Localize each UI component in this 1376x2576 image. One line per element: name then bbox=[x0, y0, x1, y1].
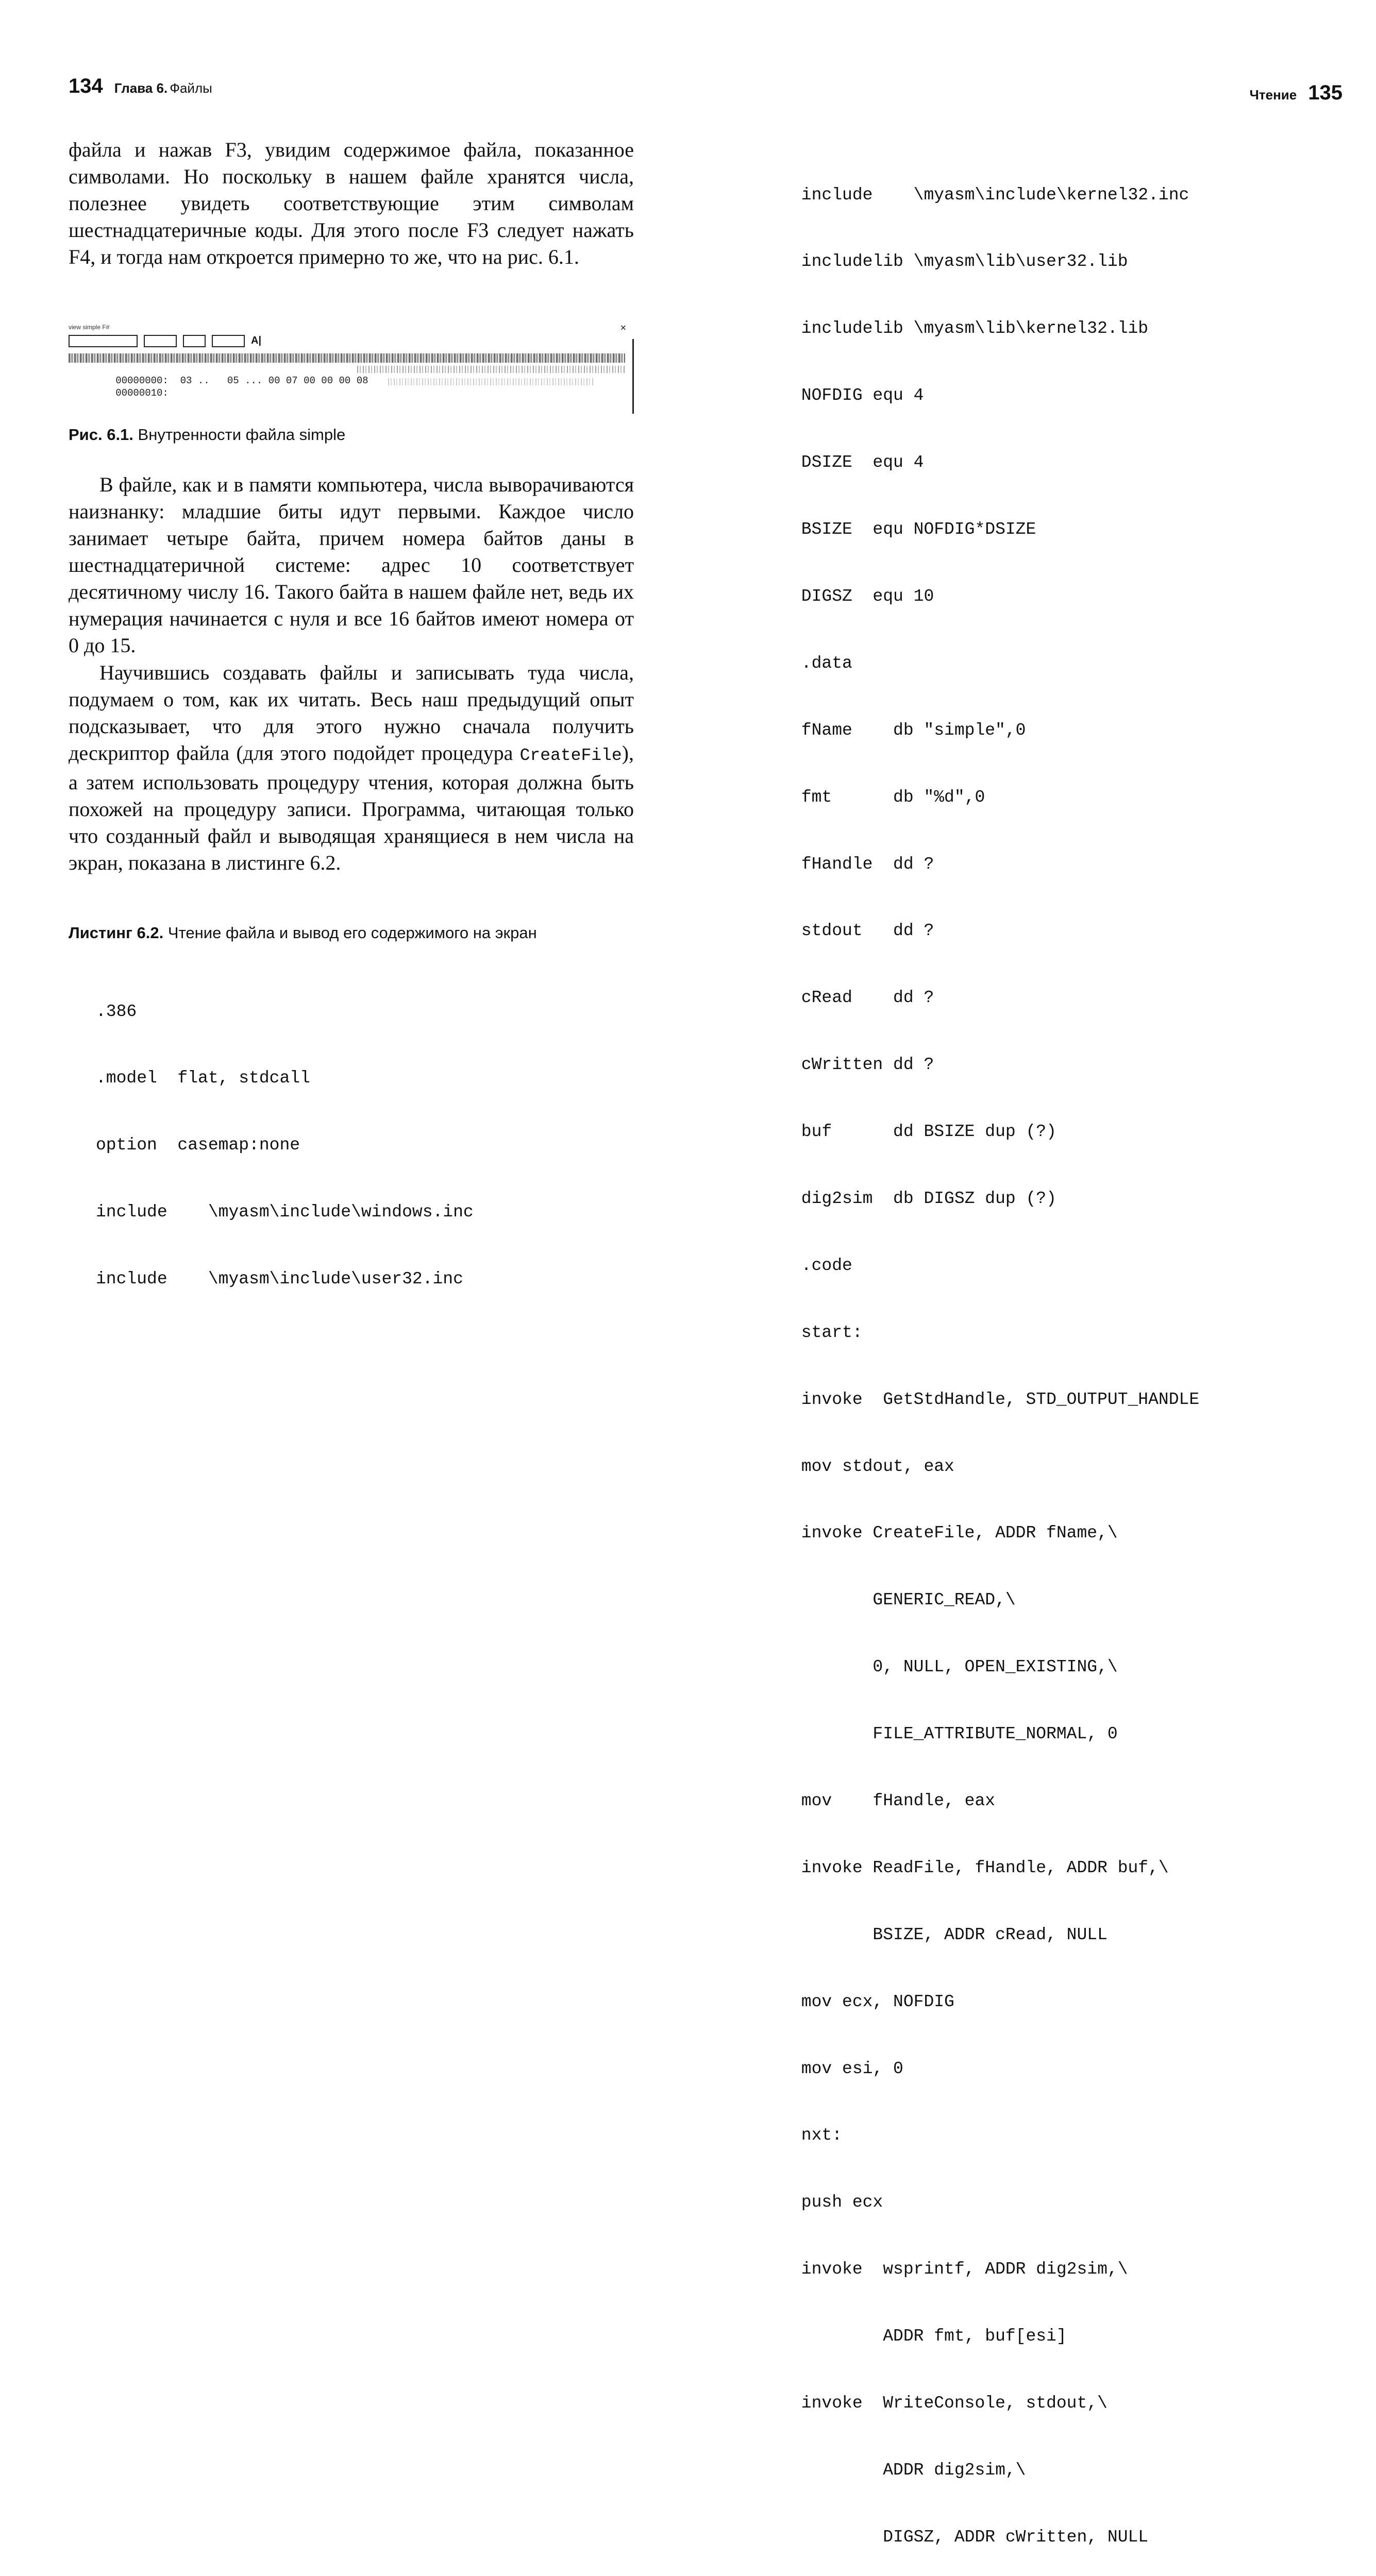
figure-header-ruler bbox=[69, 353, 625, 363]
code-line: DSIZE equ 4 bbox=[791, 453, 924, 472]
code-line: buf dd BSIZE dup (?) bbox=[791, 1122, 1056, 1142]
code-line: invoke ReadFile, fHandle, ADDR buf,\ bbox=[791, 1858, 1169, 1877]
code-line: BSIZE equ NOFDIG*DSIZE bbox=[791, 520, 1036, 539]
chapter-title: Файлы bbox=[170, 80, 212, 96]
figure-caption-text: Внутренности файла simple bbox=[138, 426, 346, 444]
running-header-right bbox=[1250, 81, 1343, 105]
code-line: include \myasm\include\windows.inc bbox=[96, 1202, 474, 1222]
code-line: invoke wsprintf, ADDR dig2sim,\ bbox=[791, 2260, 1128, 2279]
paragraph-2-text: В файле, как и в памяти компьютера, числа выворачиваются наизнанку: младшие биты идут первыми. Каждое число занимает четыре байта, причем номера байтов даны в шестнадцатеричной системе: адрес 10 соответствует десятичному числу 16. Такого байта в нашем файле нет, ведь их нумерация начинается с нуля и все 16 байтов имеют номера от 0 до 15. bbox=[69, 473, 634, 657]
code-line: .model flat, stdcall bbox=[96, 1069, 310, 1088]
code-line: invoke WriteConsole, stdout,\ bbox=[791, 2393, 1107, 2413]
figure-window-title: view simple F# bbox=[69, 324, 110, 331]
paragraph-3-part2: ), а затем использовать процедуру чтения, которая должна быть похожей на процедуру записи. Программа, читающая только что созданный файл и выводящая хранящиеся в нем числа на экран, показана в листинге 6.2. bbox=[69, 741, 634, 874]
code-line: DIGSZ equ 10 bbox=[791, 586, 934, 606]
code-line: fHandle dd ? bbox=[791, 854, 934, 874]
figure-toolbar bbox=[69, 335, 357, 347]
code-line: DIGSZ, ADDR cWritten, NULL bbox=[791, 2527, 1149, 2547]
code-line: mov ecx, NOFDIG bbox=[791, 1992, 954, 2011]
code-line: mov fHandle, eax bbox=[791, 1791, 996, 1810]
code-line: option casemap:none bbox=[96, 1136, 300, 1155]
code-line: .386 bbox=[96, 1002, 137, 1021]
code-line: ADDR fmt, buf[esi] bbox=[791, 2327, 1067, 2346]
code-line: start: bbox=[791, 1323, 863, 1342]
paragraph-3-text bbox=[69, 659, 634, 876]
toolbar-button-icon bbox=[144, 335, 177, 347]
figure-caption bbox=[69, 426, 634, 444]
code-line: includelib \myasm\lib\user32.lib bbox=[791, 252, 1128, 272]
page-number-left: 134 bbox=[69, 75, 103, 97]
running-header-left bbox=[69, 75, 212, 98]
code-line: NOFDIG equ 4 bbox=[791, 386, 924, 405]
code-line: cRead dd ? bbox=[791, 988, 934, 1008]
figure-hex-row bbox=[69, 376, 169, 410]
listing-caption-label: Листинг 6.2. bbox=[69, 924, 164, 942]
code-line: fName db "simple",0 bbox=[791, 720, 1026, 740]
figure-scrollbar bbox=[632, 339, 634, 414]
toolbar-text: A| bbox=[251, 335, 262, 346]
listing-caption-text: Чтение файла и вывод его содержимого на экран bbox=[167, 924, 537, 942]
paragraph-3-part1: Научившись создавать файлы и записывать туда числа, подумаем о том, как их читать. Весь наш предыдущий опыт подсказывает, что для этого нужно сначала получить дескриптор файла (для этого подойдет процедура bbox=[69, 661, 634, 765]
code-line: GENERIC_READ,\ bbox=[791, 1590, 1016, 1610]
paragraph-2 bbox=[69, 471, 634, 659]
left-page bbox=[0, 0, 688, 1289]
code-line: fmt db "%d",0 bbox=[791, 787, 985, 807]
code-line: ADDR dig2sim,\ bbox=[791, 2460, 1026, 2480]
code-line: invoke CreateFile, ADDR fName,\ bbox=[791, 1523, 1118, 1543]
paragraph-1 bbox=[69, 137, 634, 270]
hex-offset: 00000000: bbox=[115, 375, 169, 386]
code-line: push ecx bbox=[791, 2193, 883, 2212]
figure-hex-viewer bbox=[69, 324, 634, 415]
paragraph-1-text: файла и нажав F3, увидим содержимое файла, показанное символами. Но поскольку в нашем файле хранятся числа, полезнее увидеть соответствующие этим символам шестнадцатеричные коды. Для этого после F3 следует нажать F4, и тогда нам откроется примерно то же, что на рис. 6.1. bbox=[69, 138, 634, 268]
page-number-right: 135 bbox=[1308, 81, 1343, 104]
code-line: include \myasm\include\user32.inc bbox=[96, 1269, 463, 1289]
toolbar-button-icon bbox=[212, 335, 245, 347]
hex-offset: 00000010: bbox=[115, 387, 169, 399]
code-line: BSIZE, ADDR cRead, NULL bbox=[791, 1925, 1107, 1944]
code-line: .code bbox=[791, 1256, 852, 1275]
toolbar-button-icon bbox=[69, 335, 138, 347]
code-line: nxt: bbox=[791, 2126, 843, 2145]
code-line: .data bbox=[791, 653, 852, 673]
paragraph-3 bbox=[69, 659, 634, 876]
hex-bytes: 03 .. 05 ... 00 07 00 00 00 08 bbox=[180, 375, 368, 386]
figure-caption-label: Рис. 6.1. bbox=[69, 426, 133, 444]
code-line: 0, NULL, OPEN_EXISTING,\ bbox=[791, 1657, 1118, 1677]
inline-code-createfile: CreateFile bbox=[519, 746, 622, 765]
page-title-right: Чтение bbox=[1249, 87, 1297, 103]
right-page bbox=[688, 0, 1376, 2547]
code-line: stdout dd ? bbox=[791, 921, 934, 941]
code-line: includelib \myasm\lib\kernel32.lib bbox=[791, 319, 1149, 338]
code-line: mov stdout, eax bbox=[791, 1456, 954, 1476]
code-line: mov esi, 0 bbox=[791, 2059, 903, 2078]
code-line: dig2sim db DIGSZ dup (?) bbox=[791, 1189, 1056, 1208]
figure-hex-noise bbox=[357, 366, 625, 373]
code-line: cWritten dd ? bbox=[791, 1055, 934, 1075]
code-line: invoke GetStdHandle, STD_OUTPUT_HANDLE bbox=[791, 1389, 1200, 1409]
code-listing-left bbox=[96, 956, 474, 1335]
figure-hex-noise bbox=[388, 378, 594, 385]
listing-caption bbox=[69, 924, 634, 942]
close-icon: × bbox=[619, 323, 627, 332]
toolbar-button-icon bbox=[183, 335, 206, 347]
code-listing-right bbox=[791, 139, 1199, 2576]
chapter-label: Глава 6. bbox=[114, 80, 168, 96]
code-line: FILE_ATTRIBUTE_NORMAL, 0 bbox=[791, 1724, 1118, 1744]
code-line: include \myasm\include\kernel32.inc bbox=[791, 185, 1189, 205]
